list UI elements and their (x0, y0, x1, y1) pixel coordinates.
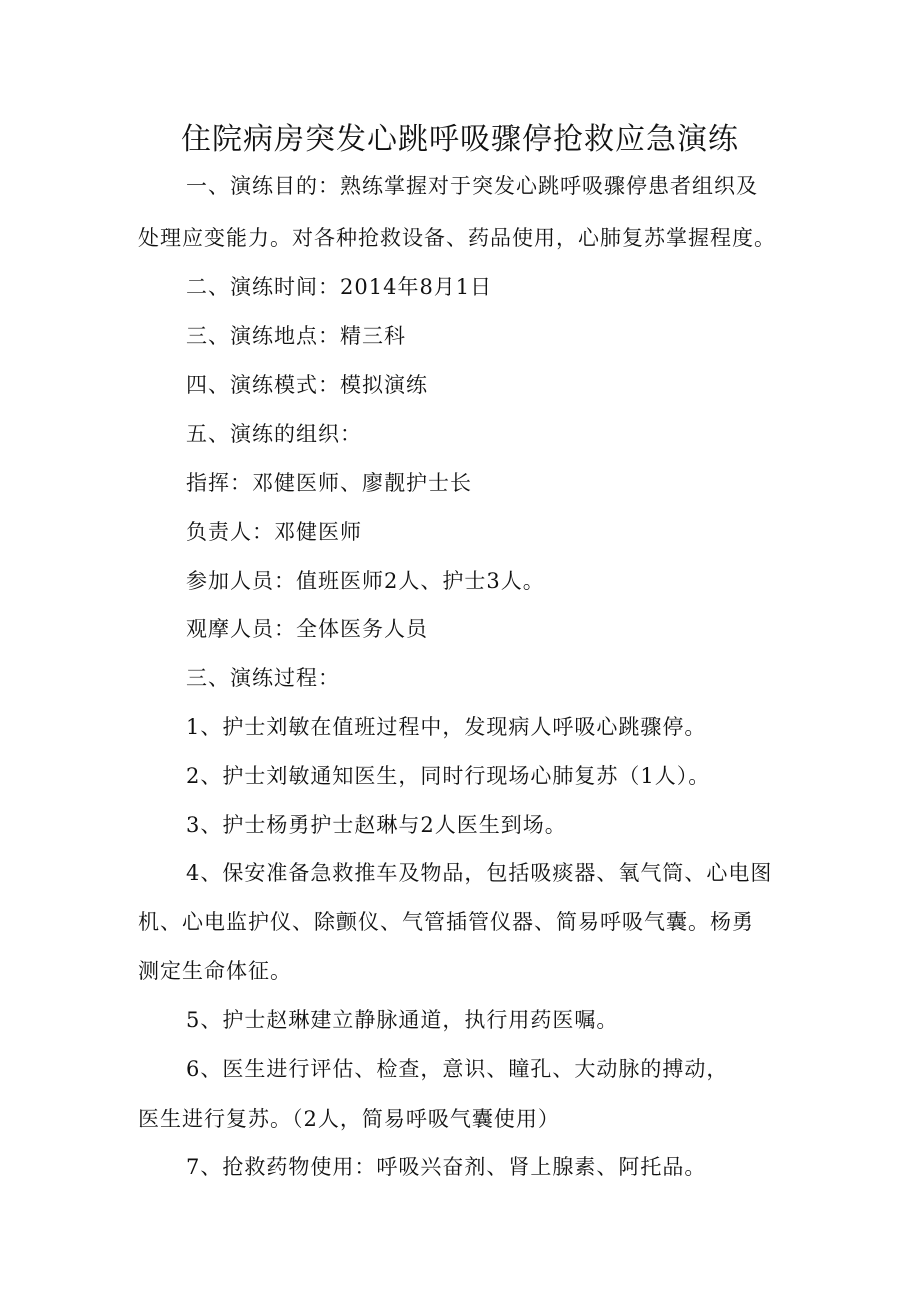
drill-mode: 四、演练模式：模拟演练 (186, 373, 428, 397)
drill-organization: 五、演练的组织： (186, 422, 362, 446)
participants-line: 参加人员：值班医师2人、护士3人。 (186, 569, 545, 593)
drill-time: 二、演练时间：2014年8月1日 (186, 275, 493, 299)
step-4-line-2: 机、心电监护仪、除颤仪、气管插管仪器、简易呼吸气囊。杨勇 (138, 910, 754, 934)
step-4-line-1: 4、保安准备急救推车及物品，包括吸痰器、氧气筒、心电图 (186, 861, 773, 885)
step-1: 1、护士刘敏在值班过程中，发现病人呼吸心跳骤停。 (186, 715, 707, 739)
observers-line: 观摩人员：全体医务人员 (186, 617, 428, 641)
step-4-line-3: 测定生命体征。 (138, 959, 292, 983)
commander-line: 指挥：邓健医师、廖靓护士长 (186, 471, 472, 495)
document-title: 住院病房突发心跳呼吸骤停抢救应急演练 (181, 122, 739, 157)
drill-process-heading: 三、演练过程： (186, 666, 340, 690)
step-3: 3、护士杨勇护士赵琳与2人医生到场。 (186, 813, 567, 837)
step-6-line-1: 6、医生进行评估、检查，意识、瞳孔、大动脉的搏动， (186, 1057, 729, 1081)
drill-location: 三、演练地点：精三科 (186, 324, 406, 348)
step-2: 2、护士刘敏通知医生，同时行现场心肺复苏（1人）。 (186, 764, 711, 788)
step-7: 7、抢救药物使用：呼吸兴奋剂、肾上腺素、阿托品。 (186, 1155, 707, 1179)
step-6-line-2: 医生进行复苏。（2人，简易呼吸气囊使用） (138, 1107, 560, 1131)
purpose-line-1: 一、演练目的：熟练掌握对于突发心跳呼吸骤停患者组织及 (186, 174, 758, 198)
purpose-line-2: 处理应变能力。对各种抢救设备、药品使用，心肺复苏掌握程度。 (138, 226, 776, 250)
responsible-line: 负责人：邓健医师 (186, 520, 362, 544)
step-5: 5、护士赵琳建立静脉通道，执行用药医嘱。 (186, 1008, 619, 1032)
